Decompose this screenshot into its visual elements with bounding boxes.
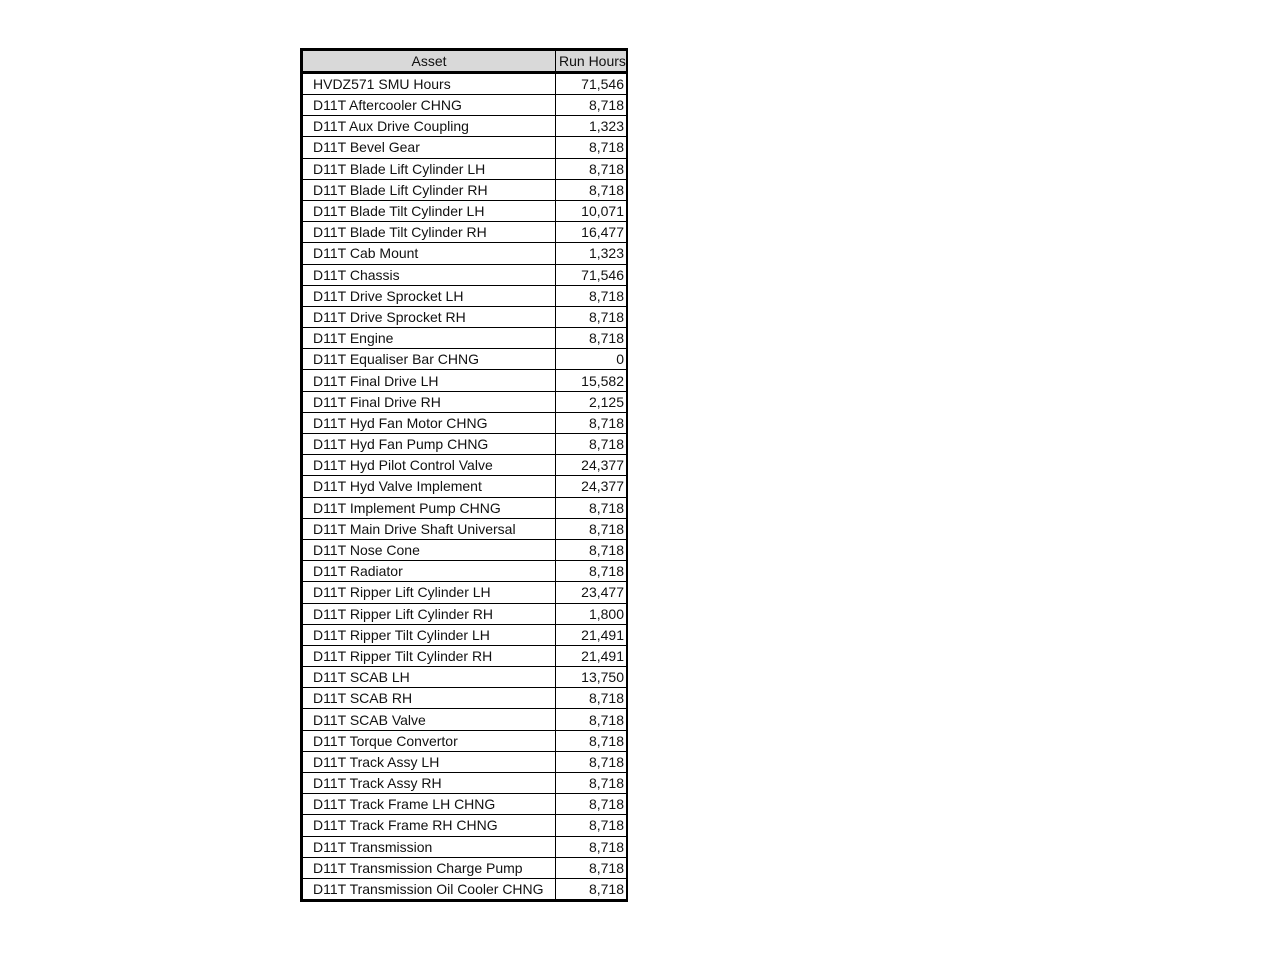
table-row [303,306,627,327]
run-hours-cell: 1,800 [556,603,627,624]
run-hours-cell: 8,718 [556,773,627,794]
asset-cell: D11T Hyd Fan Pump CHNG [303,434,556,455]
table-row [303,412,627,433]
table-row [303,476,627,497]
asset-cell: D11T Aux Drive Coupling [303,116,556,137]
table-row [303,243,627,264]
run-hours-cell: 71,546 [556,264,627,285]
asset-cell: D11T Torque Convertor [303,730,556,751]
table-row [303,645,627,666]
asset-cell: D11T Hyd Valve Implement [303,476,556,497]
table-row [303,137,627,158]
asset-cell: D11T Track Frame LH CHNG [303,794,556,815]
run-hours-cell: 15,582 [556,370,627,391]
table-row [303,116,627,137]
table-body [303,73,627,900]
asset-cell: D11T Ripper Lift Cylinder LH [303,582,556,603]
table-header [303,51,627,73]
asset-cell: D11T Blade Tilt Cylinder RH [303,222,556,243]
asset-cell: D11T Blade Lift Cylinder LH [303,158,556,179]
data-table [302,50,627,900]
asset-cell: D11T Hyd Fan Motor CHNG [303,412,556,433]
table-row [303,603,627,624]
run-hours-cell: 8,718 [556,836,627,857]
asset-cell: D11T Blade Tilt Cylinder LH [303,200,556,221]
asset-cell: D11T Transmission Charge Pump [303,857,556,878]
run-hours-cell: 8,718 [556,730,627,751]
table-row [303,794,627,815]
asset-cell: D11T Implement Pump CHNG [303,497,556,518]
asset-cell: D11T Final Drive RH [303,391,556,412]
asset-cell: D11T Track Assy LH [303,751,556,772]
asset-cell: D11T Chassis [303,264,556,285]
run-hours-cell: 1,323 [556,243,627,264]
asset-cell: HVDZ571 SMU Hours [303,73,556,95]
run-hours-cell: 24,377 [556,455,627,476]
asset-cell: D11T SCAB Valve [303,709,556,730]
run-hours-cell: 8,718 [556,751,627,772]
asset-cell: D11T Engine [303,328,556,349]
table-row [303,751,627,772]
run-hours-cell: 8,718 [556,434,627,455]
run-hours-cell: 71,546 [556,73,627,95]
table-row [303,815,627,836]
asset-cell: D11T Drive Sprocket RH [303,306,556,327]
table-row [303,709,627,730]
table-row [303,179,627,200]
run-hours-cell: 8,718 [556,518,627,539]
asset-cell: D11T Radiator [303,561,556,582]
asset-cell: D11T Ripper Tilt Cylinder RH [303,645,556,666]
asset-cell: D11T SCAB LH [303,667,556,688]
run-hours-cell: 8,718 [556,306,627,327]
run-hours-cell: 10,071 [556,200,627,221]
run-hours-cell: 8,718 [556,857,627,878]
table-row [303,158,627,179]
table-row [303,857,627,878]
table-row [303,434,627,455]
asset-cell: D11T Transmission Oil Cooler CHNG [303,878,556,899]
asset-cell: D11T Ripper Tilt Cylinder LH [303,624,556,645]
run-hours-cell: 8,718 [556,137,627,158]
run-hours-cell: 8,718 [556,815,627,836]
table-row [303,539,627,560]
table-row [303,624,627,645]
table-row [303,370,627,391]
run-hours-cell: 8,718 [556,688,627,709]
table-row [303,497,627,518]
asset-cell: D11T Equaliser Bar CHNG [303,349,556,370]
asset-cell: D11T Main Drive Shaft Universal [303,518,556,539]
asset-cell: D11T Cab Mount [303,243,556,264]
table-row [303,200,627,221]
table-row [303,878,627,899]
run-hours-cell: 21,491 [556,624,627,645]
header-row [303,51,627,73]
run-hours-cell: 8,718 [556,179,627,200]
asset-cell: D11T Aftercooler CHNG [303,95,556,116]
table-row [303,455,627,476]
table-row [303,285,627,306]
run-hours-cell: 21,491 [556,645,627,666]
run-hours-cell: 8,718 [556,497,627,518]
run-hours-table [300,48,628,902]
asset-cell: D11T Track Assy RH [303,773,556,794]
table-row [303,95,627,116]
run-hours-cell: 13,750 [556,667,627,688]
column-header-asset: Asset [303,51,556,73]
run-hours-cell: 0 [556,349,627,370]
run-hours-cell: 8,718 [556,794,627,815]
run-hours-cell: 16,477 [556,222,627,243]
table-row [303,222,627,243]
table-row [303,836,627,857]
table-row [303,582,627,603]
asset-cell: D11T Final Drive LH [303,370,556,391]
run-hours-cell: 2,125 [556,391,627,412]
asset-cell: D11T Ripper Lift Cylinder RH [303,603,556,624]
asset-cell: D11T Track Frame RH CHNG [303,815,556,836]
run-hours-cell: 8,718 [556,709,627,730]
table-row [303,73,627,95]
asset-cell: D11T Nose Cone [303,539,556,560]
run-hours-cell: 8,718 [556,328,627,349]
run-hours-cell: 24,377 [556,476,627,497]
run-hours-cell: 8,718 [556,878,627,899]
table-row [303,349,627,370]
run-hours-cell: 8,718 [556,95,627,116]
table-row [303,688,627,709]
asset-cell: D11T Drive Sprocket LH [303,285,556,306]
run-hours-cell: 23,477 [556,582,627,603]
table-row [303,773,627,794]
asset-cell: D11T Hyd Pilot Control Valve [303,455,556,476]
asset-cell: D11T Bevel Gear [303,137,556,158]
column-header-run-hours: Run Hours [556,51,627,73]
table-row [303,518,627,539]
run-hours-cell: 1,323 [556,116,627,137]
table-row [303,264,627,285]
table-row [303,328,627,349]
asset-cell: D11T Transmission [303,836,556,857]
run-hours-cell: 8,718 [556,158,627,179]
run-hours-cell: 8,718 [556,539,627,560]
table-row [303,391,627,412]
asset-cell: D11T Blade Lift Cylinder RH [303,179,556,200]
asset-cell: D11T SCAB RH [303,688,556,709]
run-hours-cell: 8,718 [556,412,627,433]
table-row [303,730,627,751]
table-row [303,561,627,582]
run-hours-cell: 8,718 [556,285,627,306]
run-hours-cell: 8,718 [556,561,627,582]
table-row [303,667,627,688]
